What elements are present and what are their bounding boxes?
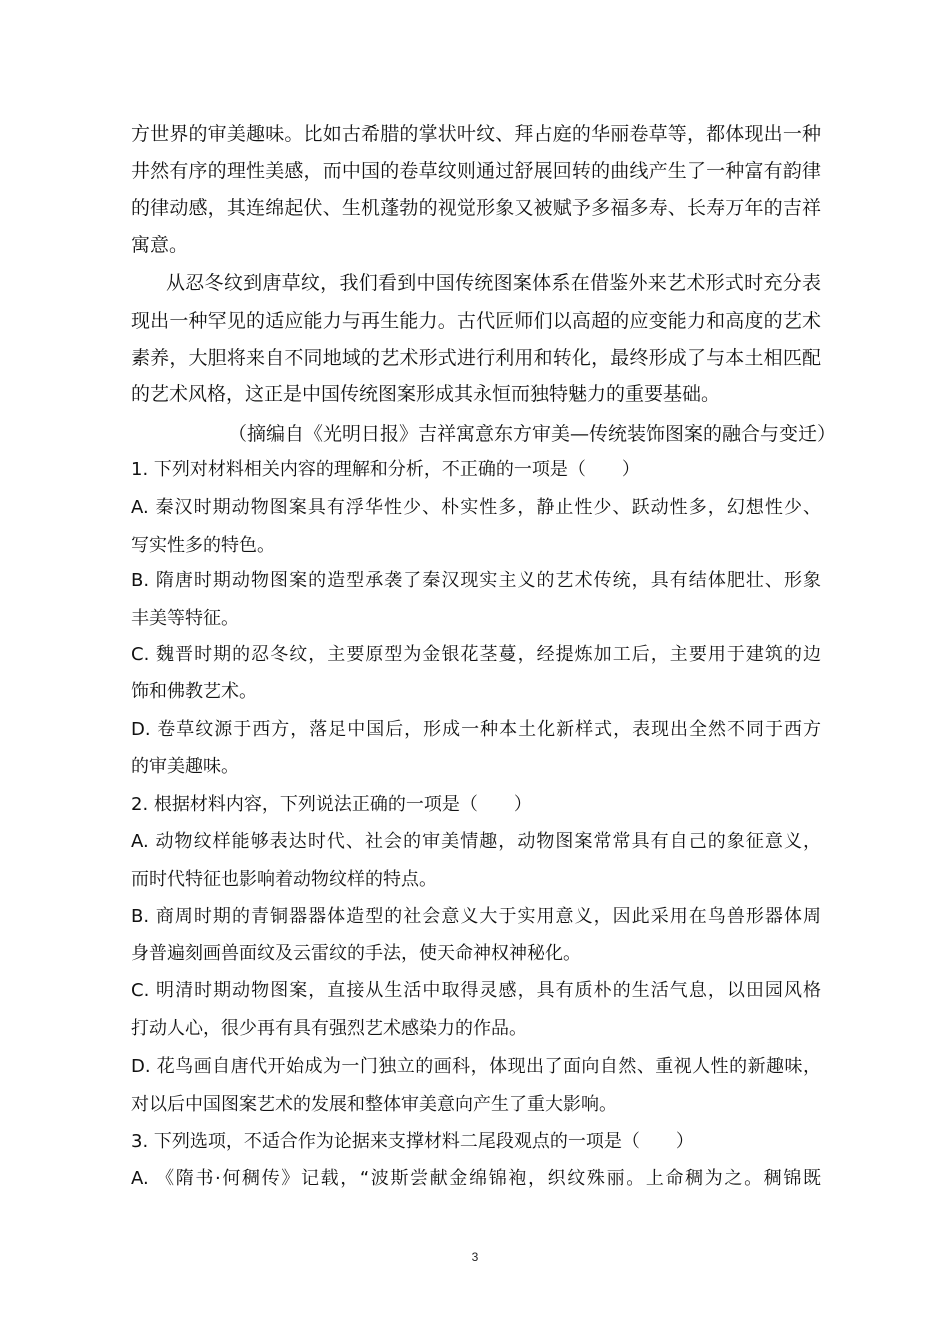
question-2-option-b: B. 商周时期的青铜器器体造型的社会意义大于实用意义，因此采用在鸟兽形器体周 [131, 906, 821, 927]
passage-line: 现出一种罕见的适应能力与再生能力。古代匠师们以高超的应变能力和高度的艺术 [131, 310, 821, 332]
question-1-option-a: A. 秦汉时期动物图案具有浮华性少、朴实性多，静止性少、跃动性多，幻想性少、 [131, 497, 821, 518]
passage-line: 素养，大胆将来自不同地域的艺术形式进行利用和转化，最终形成了与本土相匹配 [131, 347, 821, 369]
question-1-option-b: 丰美等特征。 [131, 608, 239, 629]
passage-line: 的律动感，其连绵起伏、生机蓬勃的视觉形象又被赋予多福多寿、长寿万年的吉祥 [131, 197, 821, 219]
question-3-stem: 3. 下列选项，不适合作为论据来支撑材料二尾段观点的一项是（ ） [131, 1131, 694, 1152]
question-2-option-d: D. 花鸟画自唐代开始成为一门独立的画科，体现出了面向自然、重视人性的新趣味， [131, 1056, 821, 1077]
passage-line: 的艺术风格，这正是中国传统图案形成其永恒而独特魅力的重要基础。 [131, 383, 721, 405]
question-1-option-a: 写实性多的特色。 [131, 535, 275, 556]
question-1-option-b: B. 隋唐时期动物图案的造型承袭了秦汉现实主义的艺术传统，具有结体肥壮、形象 [131, 570, 821, 591]
passage-line: 寓意。 [131, 234, 189, 256]
question-2-option-a: A. 动物纹样能够表达时代、社会的审美情趣，动物图案常常具有自己的象征意义， [131, 831, 821, 852]
question-2-option-b: 身普遍刻画兽面纹及云雷纹的手法，使天命神权神秘化。 [131, 943, 581, 964]
question-3-option-a: A. 《隋书·何稠传》记载，“波斯尝献金绵锦袍，织纹殊丽。上命稠为之。稠锦既 [131, 1168, 821, 1189]
question-2-option-c: C. 明清时期动物图案，直接从生活中取得灵感，具有质朴的生活气息，以田园风格 [131, 980, 821, 1001]
question-1-option-c: 饰和佛教艺术。 [131, 681, 257, 702]
page-number: 3 [471, 1250, 479, 1264]
question-1-option-d: D. 卷草纹源于西方，落足中国后，形成一种本土化新样式，表现出全然不同于西方 [131, 719, 821, 740]
question-2-option-a: 而时代特征也影响着动物纹样的特点。 [131, 869, 437, 890]
question-1-option-c: C. 魏晋时期的忍冬纹，主要原型为金银花茎蔓，经提炼加工后，主要用于建筑的边 [131, 644, 821, 665]
question-2-option-d: 对以后中国图案艺术的发展和整体审美意向产生了重大影响。 [131, 1094, 617, 1115]
passage-source: （摘编自《光明日报》吉祥寓意东方审美—传统装饰图案的融合与变迁） [228, 423, 837, 445]
passage-line: 方世界的审美趣味。比如古希腊的掌状叶纹、拜占庭的华丽卷草等，都体现出一种 [131, 123, 821, 145]
question-1-stem: 1. 下列对材料相关内容的理解和分析，不正确的一项是（ ） [131, 459, 640, 480]
question-2-stem: 2. 根据材料内容，下列说法正确的一项是（ ） [131, 794, 532, 815]
question-1-option-d: 的审美趣味。 [131, 756, 239, 777]
passage-line: 井然有序的理性美感，而中国的卷草纹则通过舒展回转的曲线产生了一种富有韵律 [131, 160, 821, 182]
passage-line: 从忍冬纹到唐草纹，我们看到中国传统图案体系在借鉴外来艺术形式时充分表 [166, 272, 821, 294]
question-2-option-c: 打动人心，很少再有具有强烈艺术感染力的作品。 [131, 1018, 527, 1039]
